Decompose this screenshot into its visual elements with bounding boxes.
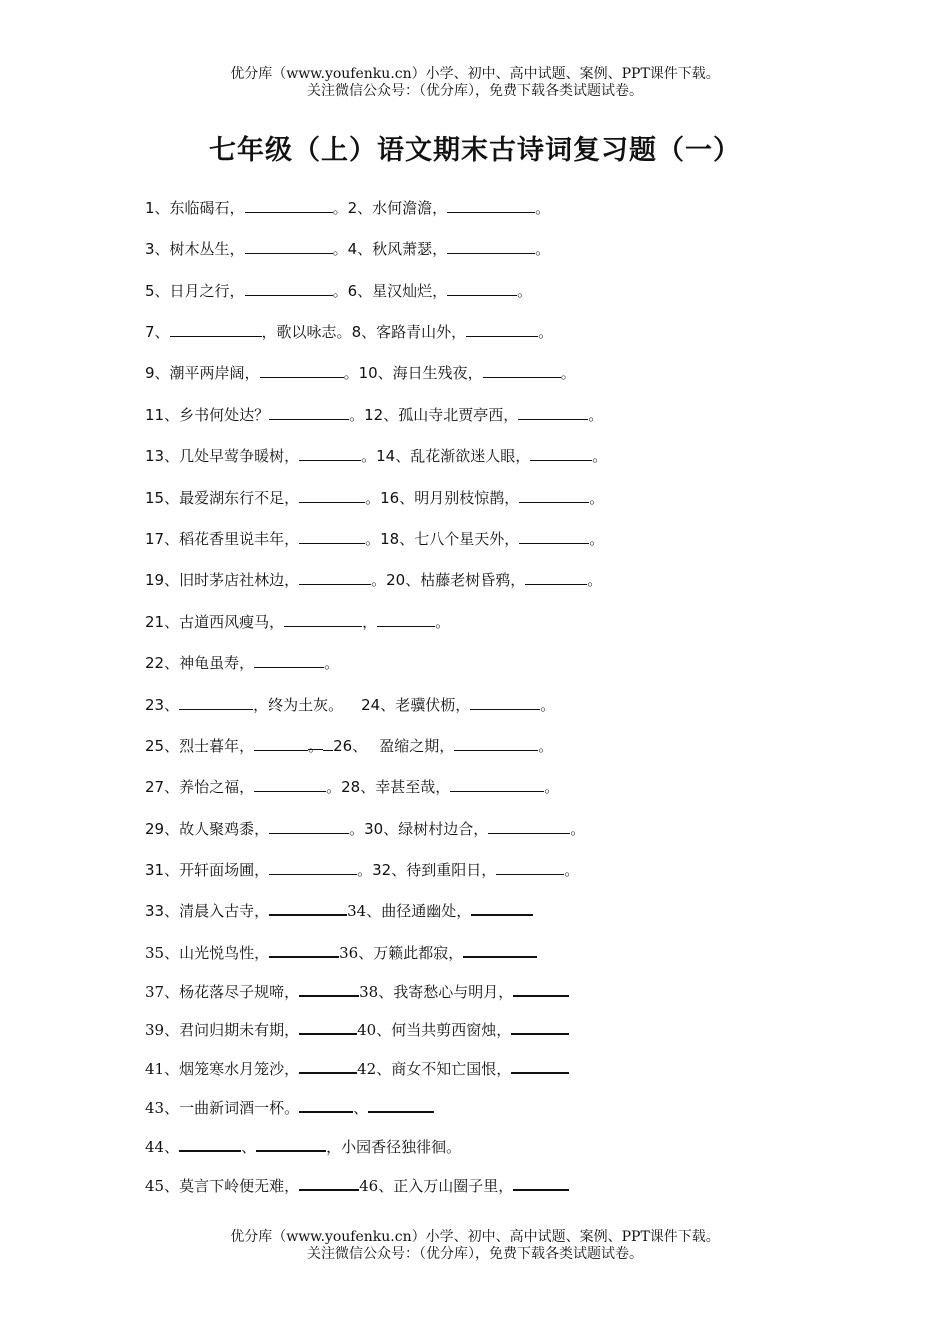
- question-row: 21、古道西风瘦马， ， 。: [145, 613, 451, 631]
- answer-blank[interactable]: [269, 820, 349, 834]
- question-row: [145, 1020, 569, 1040]
- question-text: 故人聚鸡黍，: [179, 820, 270, 838]
- answer-blank[interactable]: [254, 654, 324, 668]
- answer-blank[interactable]: [368, 1098, 434, 1113]
- question-number: 30、: [364, 820, 399, 838]
- question-text: 水何澹澹，: [372, 199, 448, 217]
- question-text: 明月别枝惊鹊，: [414, 489, 520, 507]
- question-text: 幸甚至哉，: [375, 778, 451, 796]
- answer-blank[interactable]: [525, 571, 587, 585]
- question-number: 12、: [364, 406, 399, 424]
- answer-blank[interactable]: [377, 613, 435, 627]
- question-text: 绿树村边合，: [398, 820, 489, 838]
- question-text: 君问归期未有期，: [179, 1021, 300, 1039]
- answer-blank[interactable]: [179, 696, 253, 710]
- answer-blank[interactable]: [488, 820, 570, 834]
- question-text: 乡书何处达？: [179, 406, 270, 424]
- question-text: ，终为土灰。: [253, 696, 344, 714]
- question-number: 46、: [359, 1177, 394, 1195]
- question-number: 43、: [145, 1099, 180, 1117]
- answer-blank[interactable]: [245, 240, 333, 254]
- question-number: 25、: [145, 737, 180, 755]
- question-row: 19、旧时茅店社林边， 。20、枯藤老树昏鸦， 。: [145, 571, 603, 589]
- question-row: 29、故人聚鸡黍， 。30、绿树村边合， 。: [145, 820, 586, 838]
- question-number: 5、: [145, 282, 170, 300]
- answer-blank[interactable]: [245, 199, 333, 213]
- answer-blank[interactable]: [447, 282, 517, 296]
- question-number: 15、: [145, 489, 180, 507]
- answer-blank[interactable]: [170, 323, 262, 337]
- question-number: 24、: [361, 696, 396, 714]
- answer-blank[interactable]: [299, 1098, 353, 1113]
- question-text: 盈缩之期，: [379, 737, 455, 755]
- answer-blank[interactable]: [447, 199, 535, 213]
- question-number: 17、: [145, 530, 180, 548]
- answer-blank[interactable]: [254, 737, 308, 751]
- question-text: 乱花渐欲迷人眼，: [410, 447, 531, 465]
- question-number: 31、: [145, 861, 180, 879]
- question-row: 7、 ，歌以咏志。8、客路青山外， 。: [145, 323, 554, 341]
- question-number: 32、: [372, 861, 407, 879]
- question-number: 38、: [359, 983, 394, 1001]
- question-text: ，小园香径独徘徊。: [326, 1138, 462, 1156]
- question-text: 曲径通幽处，: [381, 902, 472, 920]
- answer-blank[interactable]: [254, 778, 326, 792]
- question-row: 43、一曲新词酒一杯。 、: [145, 1098, 434, 1118]
- question-text: 何当共剪西窗烛，: [391, 1021, 512, 1039]
- question-number: 42、: [357, 1060, 392, 1078]
- question-number: 44、: [145, 1138, 180, 1156]
- question-text: 孤山寺北贾亭西，: [398, 406, 519, 424]
- question-row: 31、开轩面场圃， 。32、待到重阳日， 。: [145, 861, 580, 879]
- answer-blank[interactable]: [519, 530, 589, 544]
- answer-blank[interactable]: [463, 943, 537, 958]
- question-number: 14、: [376, 447, 411, 465]
- question-number: 7、: [145, 323, 170, 341]
- page-footer: [0, 1229, 950, 1263]
- question-number: 6、: [347, 282, 373, 300]
- question-row: 9、潮平两岸阔， 。10、海日生残夜， 。: [145, 364, 576, 382]
- question-number: 10、: [358, 364, 393, 382]
- question-text: 客路青山外，: [376, 323, 467, 341]
- question-number: 13、: [145, 447, 180, 465]
- question-number: 19、: [145, 571, 180, 589]
- answer-blank[interactable]: [299, 982, 359, 997]
- question-text: 我寄愁心与明月，: [393, 983, 514, 1001]
- question-text: 古道西风瘦马，: [179, 613, 285, 631]
- answer-blank[interactable]: [513, 1176, 569, 1191]
- question-row: 25、烈士暮年， 。 26、 盈缩之期， 。: [145, 737, 554, 755]
- question-number: 35、: [145, 944, 180, 962]
- question-number: 8、: [351, 323, 377, 341]
- question-row: [145, 943, 537, 963]
- question-row: [145, 1176, 569, 1196]
- question-row: 22、神龟虽寿， 。: [145, 654, 340, 672]
- answer-blank[interactable]: [245, 282, 333, 296]
- question-text: 星汉灿烂，: [372, 282, 448, 300]
- question-number: 2、: [347, 199, 373, 217]
- question-row: 3、树木丛生， 。4、秋风萧瑟， 。: [145, 240, 551, 258]
- header-line-2: 关注微信公众号：（优分库），免费下载各类试题试卷。: [307, 83, 643, 99]
- question-number: 33、: [145, 902, 180, 920]
- question-number: 22、: [145, 654, 180, 672]
- answer-blank[interactable]: [511, 1020, 569, 1035]
- answer-blank[interactable]: [269, 943, 339, 958]
- answer-blank[interactable]: [284, 613, 362, 627]
- answer-blank[interactable]: [466, 323, 538, 337]
- question-number: 29、: [145, 820, 180, 838]
- question-row: [145, 1059, 569, 1079]
- question-text: 待到重阳日，: [406, 861, 497, 879]
- question-row: 27、养怡之福， 。28、幸甚至哉， 。: [145, 778, 560, 796]
- question-row: 23、 ，终为土灰。 24、老骥伏枥， 。: [145, 696, 556, 714]
- question-number: 39、: [145, 1021, 180, 1039]
- question-number: 34、: [347, 902, 382, 920]
- question-number: 40、: [357, 1021, 392, 1039]
- answer-blank[interactable]: [447, 240, 535, 254]
- question-row: 15、最爱湖东行不足， 。16、明月别枝惊鹊， 。: [145, 489, 605, 507]
- question-text: 枯藤老树昏鸦，: [420, 571, 526, 589]
- answer-blank[interactable]: [260, 364, 344, 378]
- answer-blank[interactable]: [471, 901, 533, 916]
- question-text: ，歌以咏志。: [261, 323, 352, 341]
- question-number: 26、: [333, 737, 368, 755]
- footer-line-1: 优分库（www.youfenku.cn）小学、初中、高中试题、案例、PPT课件下载。: [230, 1229, 720, 1245]
- page-header: [0, 66, 950, 100]
- question-text: 一曲新词酒一杯。: [179, 1099, 300, 1117]
- question-row: 1、东临碣石， 。2、水何澹澹， 。: [145, 199, 551, 217]
- answer-blank[interactable]: [511, 1059, 569, 1074]
- answer-blank[interactable]: [299, 530, 365, 544]
- question-number: 1、: [145, 199, 170, 217]
- question-text: 几处早莺争暖树，: [179, 447, 300, 465]
- question-text: 清晨入古寺，: [179, 902, 270, 920]
- answer-blank[interactable]: [513, 982, 569, 997]
- question-text: 树木丛生，: [169, 240, 245, 258]
- question-text: 秋风萧瑟，: [372, 240, 448, 258]
- question-number: 20、: [386, 571, 421, 589]
- question-number: 23、: [145, 696, 180, 714]
- answer-blank[interactable]: [470, 696, 540, 710]
- question-text: 莫言下岭便无难，: [179, 1177, 300, 1195]
- question-row: 11、乡书何处达？ 。12、孤山寺北贾亭西， 。: [145, 406, 604, 424]
- answer-blank[interactable]: [518, 406, 588, 420]
- answer-blank[interactable]: [519, 489, 589, 503]
- answer-blank[interactable]: [299, 489, 365, 503]
- question-text: 山光悦鸟性，: [179, 944, 270, 962]
- answer-blank[interactable]: [299, 1059, 357, 1074]
- question-number: 11、: [145, 406, 180, 424]
- answer-blank[interactable]: [269, 901, 347, 916]
- answer-blank[interactable]: [299, 447, 361, 461]
- header-line-1: 优分库（www.youfenku.cn）小学、初中、高中试题、案例、PPT课件下载。: [230, 66, 720, 82]
- question-text: 稻花香里说丰年，: [179, 530, 300, 548]
- question-number: 4、: [347, 240, 373, 258]
- question-text: 东临碣石，: [169, 199, 245, 217]
- answer-blank[interactable]: [299, 1020, 357, 1035]
- question-row: [145, 901, 533, 921]
- question-text: 旧时茅店社林边，: [179, 571, 300, 589]
- question-number: 16、: [380, 489, 415, 507]
- answer-blank[interactable]: [299, 1176, 359, 1191]
- question-text: 老骥伏枥，: [395, 696, 471, 714]
- page-title: 七年级（上）语文期末古诗词复习题（一）: [209, 135, 741, 166]
- question-text: 日月之行，: [169, 282, 245, 300]
- question-row: 17、稻花香里说丰年， 。18、七八个星天外， 。: [145, 530, 605, 548]
- question-number: 9、: [145, 364, 170, 382]
- question-number: 37、: [145, 983, 180, 1001]
- question-text: 商女不知亡国恨，: [391, 1060, 512, 1078]
- footer-line-2: 关注微信公众号：（优分库），免费下载各类试题试卷。: [307, 1246, 643, 1262]
- answer-blank[interactable]: [450, 778, 544, 792]
- question-text: 神龟虽寿，: [179, 654, 255, 672]
- question-text: 烈士暮年，: [179, 737, 255, 755]
- question-number: 28、: [341, 778, 376, 796]
- question-text: 杨花落尽子规啼，: [179, 983, 300, 1001]
- question-text: 烟笼寒水月笼沙，: [179, 1060, 300, 1078]
- question-row: 44、 、 ，小园香径独徘徊。: [145, 1138, 462, 1156]
- answer-blank[interactable]: [299, 571, 371, 585]
- answer-blank[interactable]: [454, 737, 538, 751]
- question-number: 36、: [339, 944, 374, 962]
- answer-blank[interactable]: [256, 1137, 326, 1152]
- question-number: 41、: [145, 1060, 180, 1078]
- answer-blank[interactable]: [179, 1137, 241, 1152]
- question-row: 5、日月之行， 。6、星汉灿烂， 。: [145, 282, 533, 300]
- question-text: 海日生残夜，: [392, 364, 483, 382]
- question-text: 万籁此都寂，: [373, 944, 464, 962]
- question-text: 最爱湖东行不足，: [179, 489, 300, 507]
- question-text: 正入万山圈子里，: [393, 1177, 514, 1195]
- question-text: 开轩面场圃，: [179, 861, 270, 879]
- question-number: 3、: [145, 240, 170, 258]
- question-number: 45、: [145, 1177, 180, 1195]
- question-row: [145, 982, 569, 1002]
- question-text: 养怡之福，: [179, 778, 255, 796]
- answer-blank[interactable]: [496, 861, 564, 875]
- question-number: 21、: [145, 613, 180, 631]
- answer-blank[interactable]: [269, 406, 349, 420]
- question-number: 27、: [145, 778, 180, 796]
- question-number: 18、: [380, 530, 415, 548]
- question-row: 13、几处早莺争暖树， 。14、乱花渐欲迷人眼， 。: [145, 447, 608, 465]
- answer-blank[interactable]: [530, 447, 592, 461]
- answer-blank[interactable]: [483, 364, 561, 378]
- answer-blank[interactable]: [269, 861, 357, 875]
- question-text: 七八个星天外，: [414, 530, 520, 548]
- question-text: 潮平两岸阔，: [169, 364, 260, 382]
